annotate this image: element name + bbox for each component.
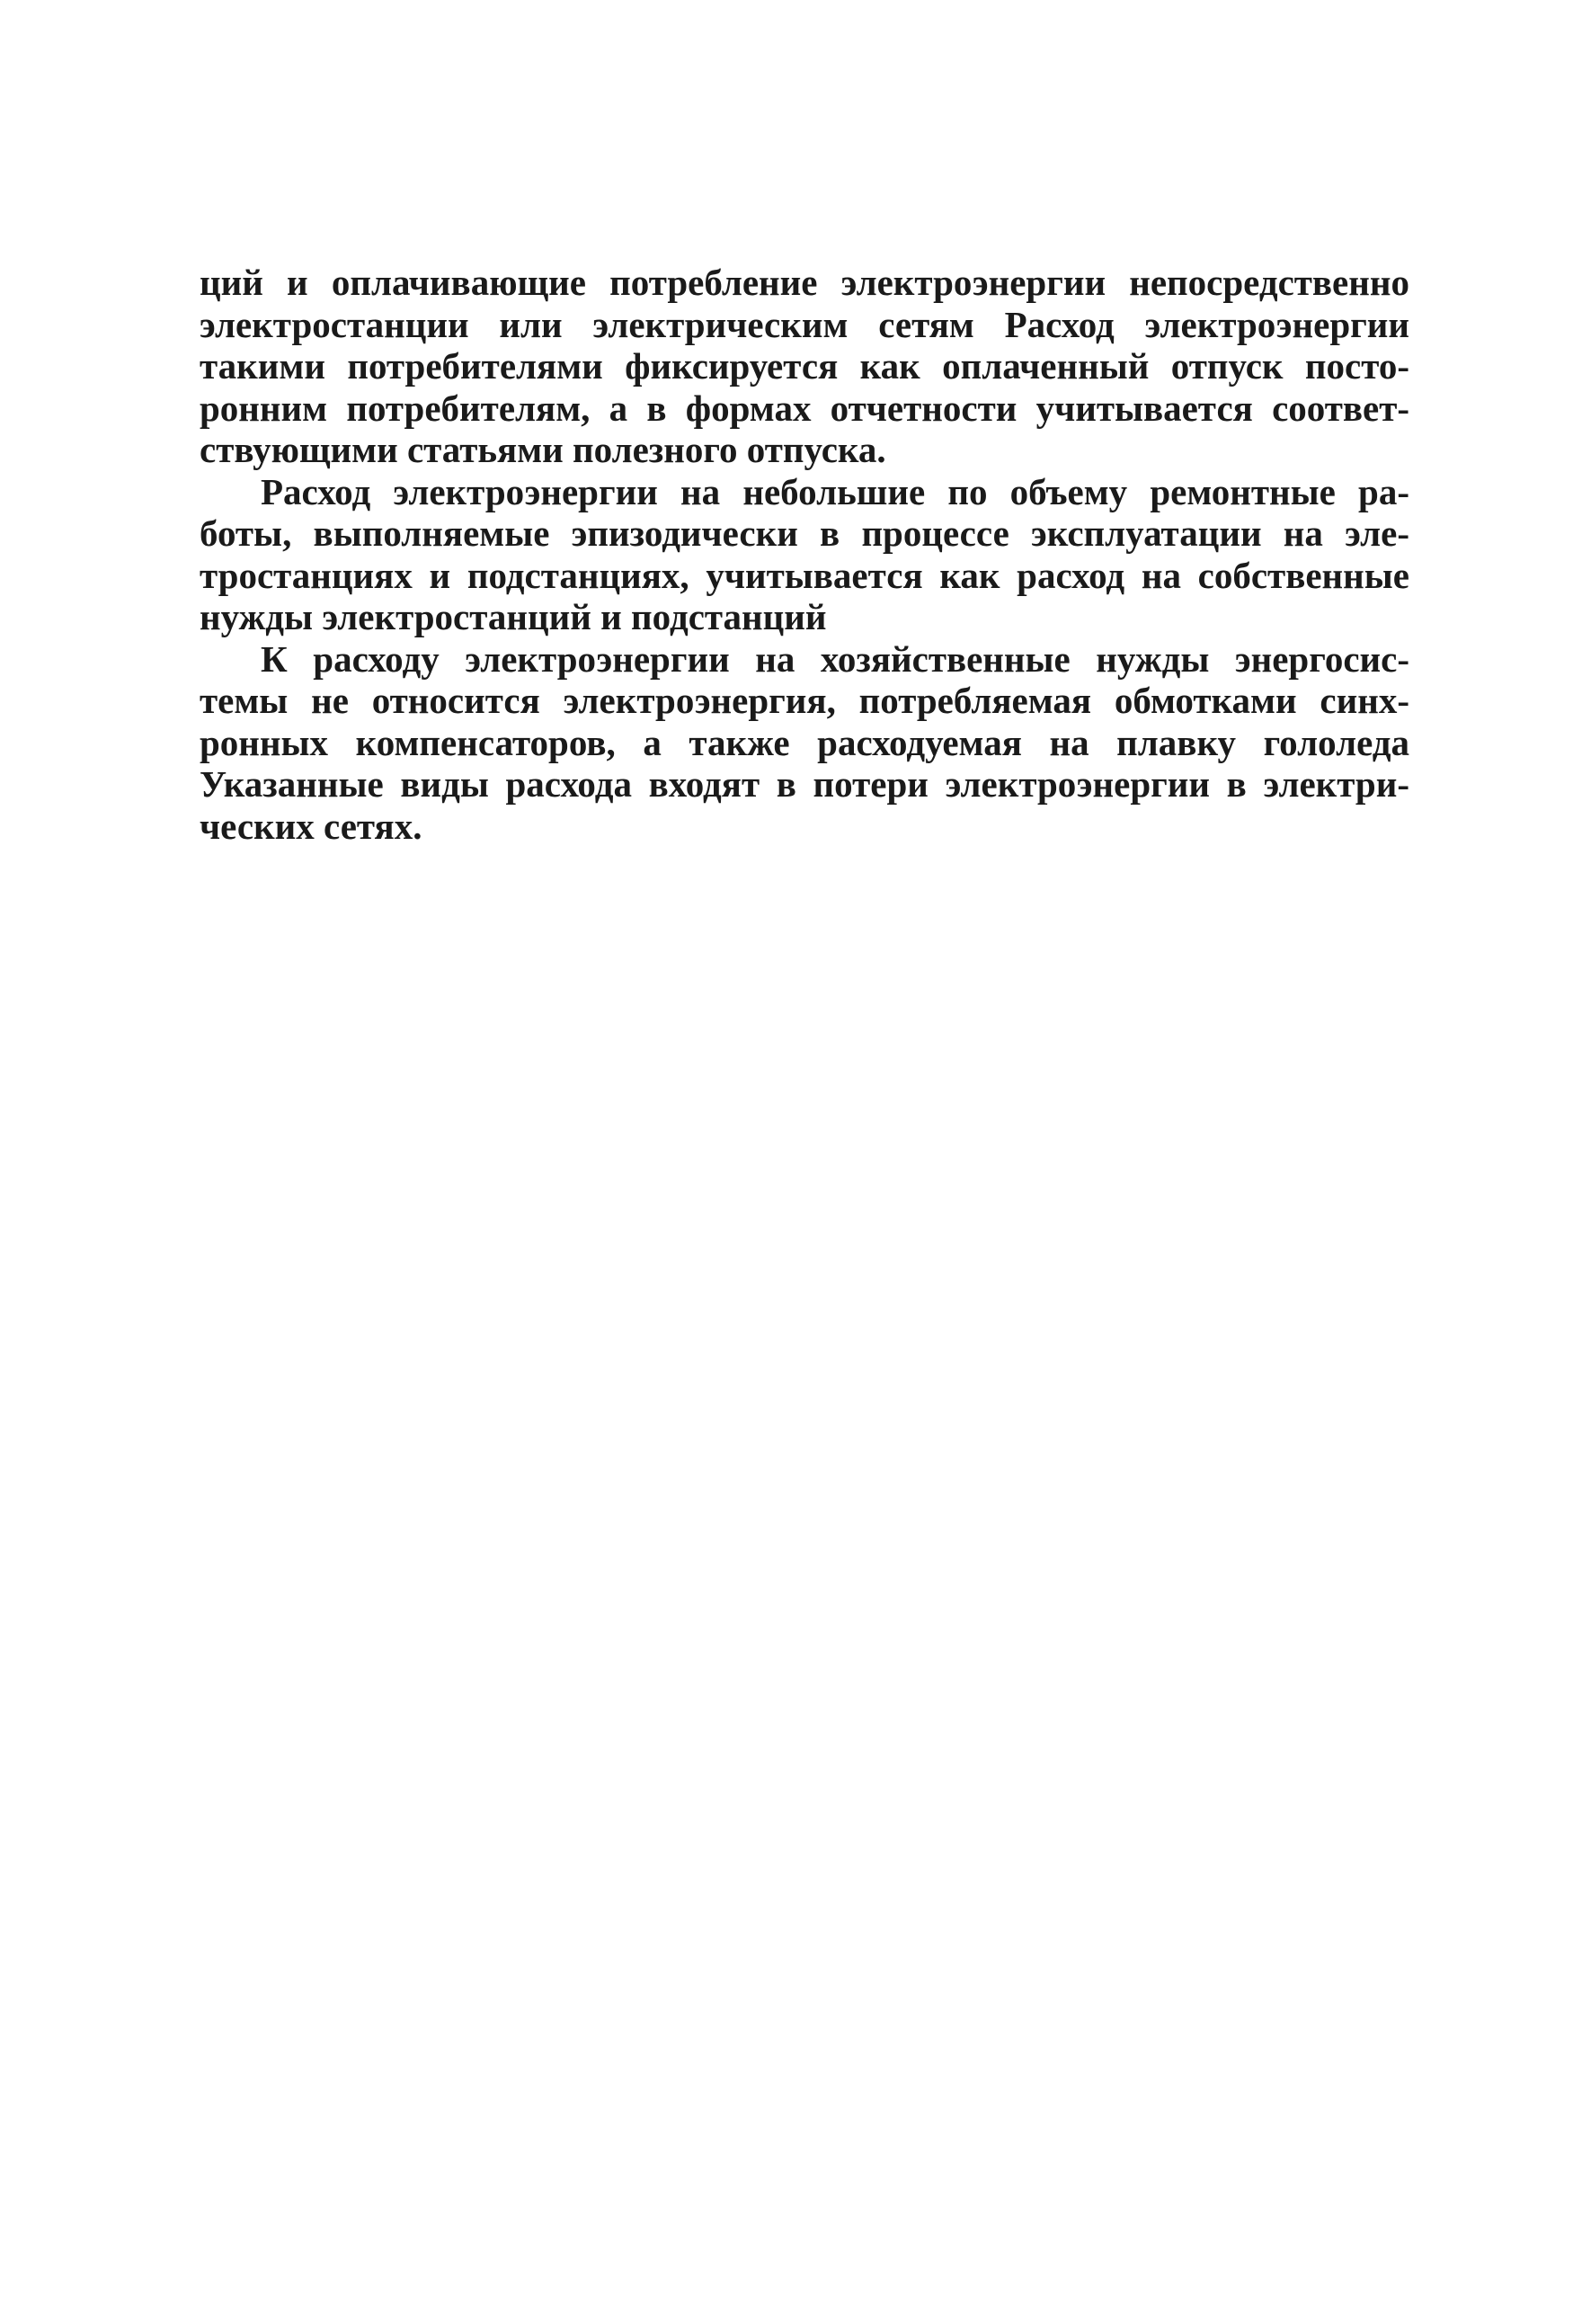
text-line: ций и оплачивающие потребление электроэнергии непосредственно (200, 262, 1409, 303)
text-line: К расходу электроэнергии на хозяйственные нужды энергосис- (261, 637, 1409, 680)
text-line: такими потребителями фиксируется как оплаченный отпуск посто- (200, 345, 1409, 387)
text-line: Расход электроэнергии на небольшие по объему ремонтные ра- (261, 470, 1409, 512)
text-line: нужды электростанций и подстанций (200, 596, 827, 637)
text-line: ронных компенсаторов, а также расходуемая на плавку гололеда (200, 721, 1409, 763)
text-line: темы не относится электроэнергия, потребляемая обмотками синх- (200, 680, 1409, 721)
text-line: ронним потребителям, а в формах отчетности учитывается соответ- (200, 387, 1409, 429)
paragraph-2 (200, 471, 1409, 638)
text-line: Указанные виды расхода входят в потери электроэнергии в электри- (200, 763, 1409, 805)
body-text (200, 262, 1409, 847)
text-line: ствующими статьями полезного отпуска. (200, 429, 886, 470)
text-line: тростанциях и подстанциях, учитывается как расход на собственные (200, 554, 1409, 596)
paragraph-1 (200, 262, 1409, 471)
paragraph-3 (200, 638, 1409, 848)
text-line: боты, выполняемые эпизодически в процессе эксплуатации на эле- (200, 512, 1409, 554)
text-line: электростанции или электрическим сетям Расход электроэнергии (200, 303, 1409, 345)
text-line: ческих сетях. (200, 805, 422, 847)
